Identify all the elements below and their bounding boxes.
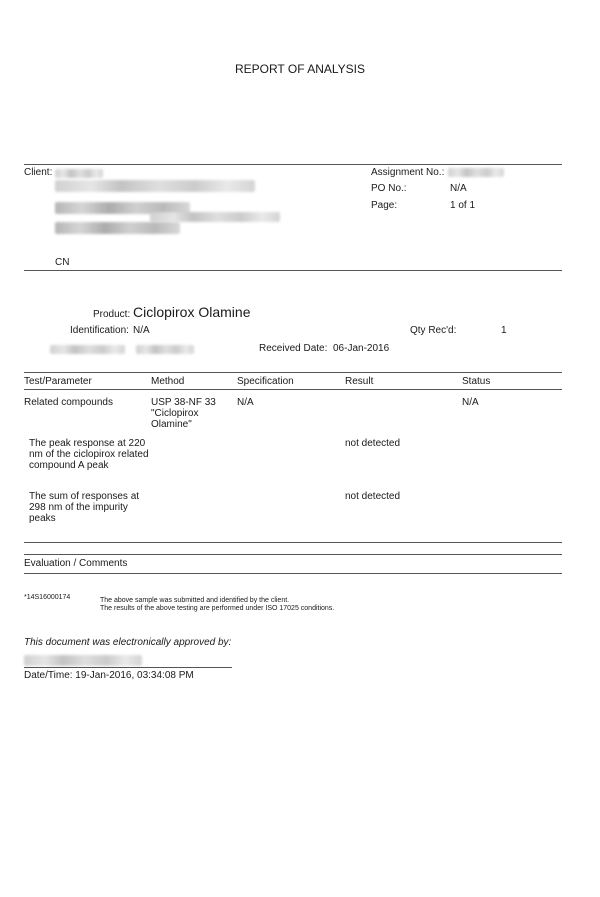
received-date-label: Received Date:: [259, 343, 328, 354]
row1-status: N/A: [462, 397, 479, 408]
approval-statement: This document was electronically approved by:: [24, 637, 232, 648]
client-top-rule: [24, 164, 562, 165]
identification-detail2-redacted: [136, 345, 194, 354]
po-value: N/A: [450, 183, 467, 194]
po-label: PO No.:: [371, 183, 407, 194]
table-bottom-rule: [24, 542, 562, 543]
evaluation-top-rule: [24, 554, 562, 555]
signature-rule: [24, 667, 232, 668]
table-top-rule: [24, 372, 562, 373]
row1-specification: N/A: [237, 397, 254, 408]
identification-label: Identification:: [70, 325, 129, 336]
received-date-value: 06-Jan-2016: [333, 343, 390, 354]
product-value: Ciclopirox Olamine: [133, 304, 251, 320]
sample-id: *14S16000174: [24, 594, 71, 601]
page-label: Page:: [371, 200, 398, 211]
header-specification: Specification: [237, 376, 294, 387]
header-method: Method: [151, 376, 185, 387]
row3-result: not detected: [345, 491, 401, 502]
identification-detail-redacted: [50, 345, 125, 354]
table-header-rule: [24, 389, 562, 390]
row1-method: USP 38-NF 33 "Ciclopirox Olamine": [151, 397, 216, 430]
report-title: REPORT OF ANALYSIS: [234, 62, 366, 76]
client-label: Client:: [24, 167, 53, 178]
client-address-line1-redacted: [55, 180, 255, 192]
row3-test: The sum of responses at 298 nm of the impurity peaks: [29, 491, 140, 524]
evaluation-bottom-rule: [24, 573, 562, 574]
note-line-2: The results of the above testing are performed under ISO 17025 conditions.: [100, 605, 335, 612]
row2-test: The peak response at 220 nm of the ciclopirox related compound A peak: [29, 438, 149, 471]
qty-label: Qty Rec'd:: [410, 325, 457, 336]
client-country: CN: [55, 257, 70, 268]
identification-value: N/A: [133, 325, 150, 336]
row2-result: not detected: [345, 438, 401, 449]
note-line-1: The above sample was submitted and identified by the client.: [100, 597, 290, 604]
client-address-line3-redacted: [150, 212, 280, 222]
qty-value: 1: [501, 325, 507, 336]
client-address-line4-redacted: [55, 222, 180, 234]
header-test-parameter: Test/Parameter: [24, 376, 92, 387]
product-label: Product:: [93, 309, 131, 320]
header-status: Status: [462, 376, 491, 387]
evaluation-label: Evaluation / Comments: [24, 558, 128, 569]
page-value: 1 of 1: [450, 200, 476, 211]
approval-datetime: Date/Time: 19-Jan-2016, 03:34:08 PM: [24, 670, 194, 681]
client-name-redacted: [55, 169, 103, 178]
approver-name-redacted: [24, 655, 142, 666]
client-bottom-rule: [24, 270, 562, 271]
assignment-number-redacted: [448, 168, 504, 177]
assignment-label: Assignment No.:: [371, 167, 445, 178]
header-result: Result: [345, 376, 374, 387]
row1-test: Related compounds: [24, 397, 113, 408]
